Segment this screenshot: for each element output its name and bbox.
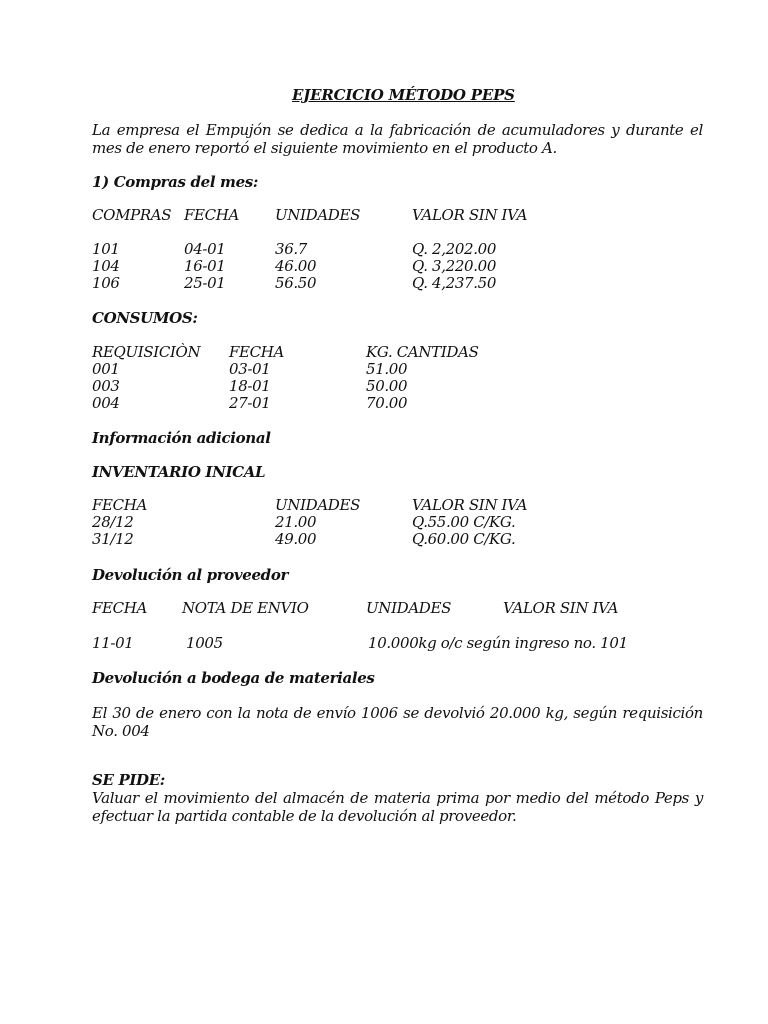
compras-header-unidades: UNIDADES bbox=[275, 206, 361, 224]
devolucion-header-valor: VALOR SIN IVA bbox=[503, 599, 619, 617]
compras-cell: 25-01 bbox=[184, 274, 226, 292]
compras-header-valor: VALOR SIN IVA bbox=[412, 206, 528, 224]
devolucion-header-fecha: FECHA bbox=[92, 599, 147, 617]
inventario-header-unidades: UNIDADES bbox=[275, 496, 361, 514]
inventario-header-valor: VALOR SIN IVA bbox=[412, 496, 528, 514]
consumos-heading: CONSUMOS: bbox=[92, 309, 198, 327]
consumos-cell: 03-01 bbox=[229, 360, 271, 378]
inventario-cell: 31/12 bbox=[92, 530, 134, 548]
inventario-cell: 21.00 bbox=[275, 513, 317, 531]
devolucion-bodega-heading: Devolución a bodega de materiales bbox=[92, 669, 375, 687]
consumos-cell: 004 bbox=[92, 394, 120, 412]
compras-cell: Q. 2,202.00 bbox=[412, 240, 497, 258]
compras-cell: Q. 3,220.00 bbox=[412, 257, 497, 275]
se-pide-heading: SE PIDE: bbox=[92, 771, 165, 789]
devolucion-header-unidades: UNIDADES bbox=[366, 599, 452, 617]
compras-cell: 56.50 bbox=[275, 274, 317, 292]
consumos-header-requisicion: REQUISICIÒN bbox=[92, 343, 201, 361]
inventario-cell: Q.55.00 C/KG. bbox=[412, 513, 516, 531]
compras-cell: 101 bbox=[92, 240, 120, 258]
compras-cell: 104 bbox=[92, 257, 120, 275]
compras-header-compras: COMPRAS bbox=[92, 206, 172, 224]
consumos-header-fecha: FECHA bbox=[229, 343, 284, 361]
se-pide-paragraph: Valuar el movimiento del almacén de materia prima por medio del método Peps y efectuar la partida contable de la devolución al proveedor. bbox=[92, 789, 703, 825]
document-title: EJERCICIO MÉTODO PEPS bbox=[292, 86, 515, 104]
inventario-header-fecha: FECHA bbox=[92, 496, 147, 514]
compras-cell: Q. 4,237.50 bbox=[412, 274, 497, 292]
devolucion-cell: 11-01 bbox=[92, 634, 134, 652]
inventario-cell: 28/12 bbox=[92, 513, 134, 531]
compras-header-fecha: FECHA bbox=[184, 206, 239, 224]
consumos-cell: 27-01 bbox=[229, 394, 271, 412]
devolucion-proveedor-heading: Devolución al proveedor bbox=[92, 566, 289, 584]
inventario-cell: Q.60.00 C/KG. bbox=[412, 530, 516, 548]
consumos-cell: 50.00 bbox=[366, 377, 408, 395]
compras-cell: 16-01 bbox=[184, 257, 226, 275]
compras-heading: 1) Compras del mes: bbox=[92, 173, 259, 191]
consumos-cell: 001 bbox=[92, 360, 120, 378]
devolucion-cell: 10.000kg o/c según ingreso no. 101 bbox=[368, 634, 628, 652]
compras-cell: 04-01 bbox=[184, 240, 226, 258]
devolucion-bodega-paragraph: El 30 de enero con la nota de envío 1006 se devolvió 20.000 kg, según requisición No. 004 bbox=[92, 704, 703, 740]
info-heading: Información adicional bbox=[92, 429, 271, 447]
devolucion-cell: 1005 bbox=[186, 634, 223, 652]
devolucion-header-nota: NOTA DE ENVIO bbox=[182, 599, 309, 617]
consumos-header-cantidad: KG. CANTIDAS bbox=[366, 343, 479, 361]
inventario-heading: INVENTARIO INICAL bbox=[92, 463, 266, 481]
compras-cell: 46.00 bbox=[275, 257, 317, 275]
consumos-cell: 70.00 bbox=[366, 394, 408, 412]
inventario-cell: 49.00 bbox=[275, 530, 317, 548]
compras-cell: 106 bbox=[92, 274, 120, 292]
intro-paragraph: La empresa el Empujón se dedica a la fabricación de acumuladores y durante el mes de enero reportó el siguiente movimiento en el producto A. bbox=[92, 121, 703, 157]
compras-cell: 36.7 bbox=[275, 240, 307, 258]
consumos-cell: 51.00 bbox=[366, 360, 408, 378]
consumos-cell: 18-01 bbox=[229, 377, 271, 395]
consumos-cell: 003 bbox=[92, 377, 120, 395]
